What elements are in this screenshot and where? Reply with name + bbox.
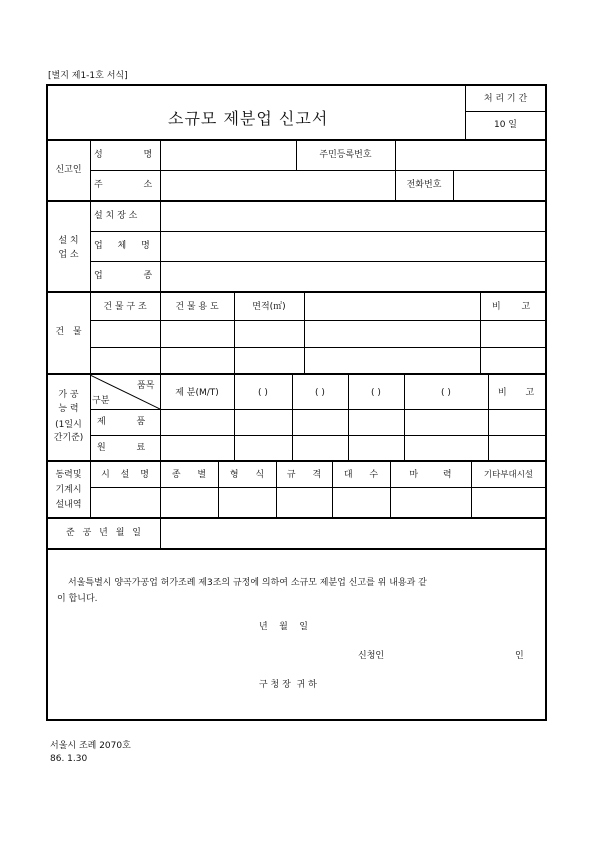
capacity-section-label: 가 공 [58, 390, 79, 400]
form-title: 소규모 제분업 신고서 [168, 109, 329, 128]
divider [90, 170, 546, 171]
kind-label: 종 별 [171, 470, 207, 480]
name-label: 성 명 [94, 150, 153, 160]
applicant-section-label: 신고인 [55, 165, 82, 175]
facility-name-label: 시 설 명 [101, 470, 149, 480]
divider [304, 293, 305, 373]
product-type-paren: ( ) [258, 388, 268, 398]
count-label: 대 수 [343, 470, 379, 480]
machinery-section-label: 기계시 [55, 485, 82, 495]
applicant-signature-label: 신청인 [358, 651, 385, 661]
divider [90, 202, 91, 291]
completion-date-label: 준 공 년 월 일 [66, 528, 141, 538]
divider [47, 548, 546, 550]
building-section-label: 건 물 [55, 327, 82, 337]
declaration-text: 이 합니다. [57, 594, 98, 604]
address-field[interactable] [161, 172, 394, 199]
name-field[interactable] [161, 142, 295, 169]
use-label: 건 물 용 도 [175, 302, 219, 312]
model-label: 형 식 [229, 470, 265, 480]
declaration-text: 서울특별시 양곡가공업 허가조례 제3조의 규정에 의하여 소규모 제분업 신고를 위 내용과 같 [68, 578, 427, 588]
processing-period-value: 10 일 [493, 120, 517, 130]
item-header-label: 품목 [137, 381, 155, 391]
facility-section-label: 설 치 [58, 236, 79, 246]
rrn-field[interactable] [396, 142, 545, 169]
divider [480, 293, 481, 373]
spec-label: 규 격 [286, 470, 322, 480]
processing-period-label: 처 리 기 간 [483, 94, 528, 104]
other-facilities-label: 기타부대시설 [483, 470, 534, 480]
facility-section-label: 업 소 [58, 250, 79, 260]
product-type-paren: ( ) [371, 388, 381, 398]
divider [90, 320, 546, 321]
date-line: 년 월 일 [259, 622, 308, 632]
business-name-label: 업 체 명 [94, 241, 150, 251]
area-label: 면적(㎡) [252, 302, 286, 312]
capacity-section-label: 간기준) [53, 433, 84, 443]
divider [90, 435, 546, 436]
divider [47, 200, 546, 202]
divider [90, 261, 546, 262]
divider [90, 409, 546, 410]
divider [488, 375, 489, 460]
ordinance-reference: 서울시 조례 2070호 [50, 741, 131, 751]
capacity-section-label: (1일시 [55, 420, 82, 430]
rrn-label: 주민등록번호 [319, 150, 372, 160]
category-header-label: 구분 [92, 396, 110, 406]
divider [47, 291, 546, 293]
location-field[interactable] [161, 203, 545, 230]
form-number-note: [별지 제1-1호 서식] [48, 71, 128, 81]
divider [47, 517, 546, 519]
horsepower-label: 마 력 [409, 470, 452, 480]
product-type-paren: ( ) [441, 388, 451, 398]
ordinance-date: 86. 1.30 [50, 754, 88, 764]
raw-material-label: 원 료 [97, 443, 146, 453]
completion-date-field[interactable] [161, 520, 545, 547]
divider [90, 347, 546, 348]
addressee: 구 청 장 귀 하 [259, 680, 317, 690]
milling-label: 제 분(M/T) [175, 388, 219, 398]
product-type-paren: ( ) [315, 388, 325, 398]
business-type-field[interactable] [161, 263, 545, 290]
divider [90, 487, 546, 488]
phone-label: 전화번호 [406, 180, 442, 190]
capacity-section-label: 능 력 [58, 404, 79, 414]
structure-label: 건 물 구 조 [103, 302, 147, 312]
address-label: 주 소 [94, 180, 153, 190]
phone-field[interactable] [454, 172, 545, 199]
building-remarks-label: 비 고 [492, 302, 531, 312]
product-label: 제 품 [97, 417, 146, 427]
machinery-section-label: 설내역 [55, 500, 82, 510]
business-type-label: 업 종 [94, 271, 153, 281]
capacity-remarks-label: 비 고 [498, 388, 535, 398]
divider [465, 111, 546, 112]
machinery-section-label: 동력및 [55, 470, 82, 480]
business-name-field[interactable] [161, 233, 545, 260]
location-label: 설 치 장 소 [94, 211, 138, 221]
divider [90, 231, 546, 232]
seal-label: 인 [515, 651, 524, 661]
